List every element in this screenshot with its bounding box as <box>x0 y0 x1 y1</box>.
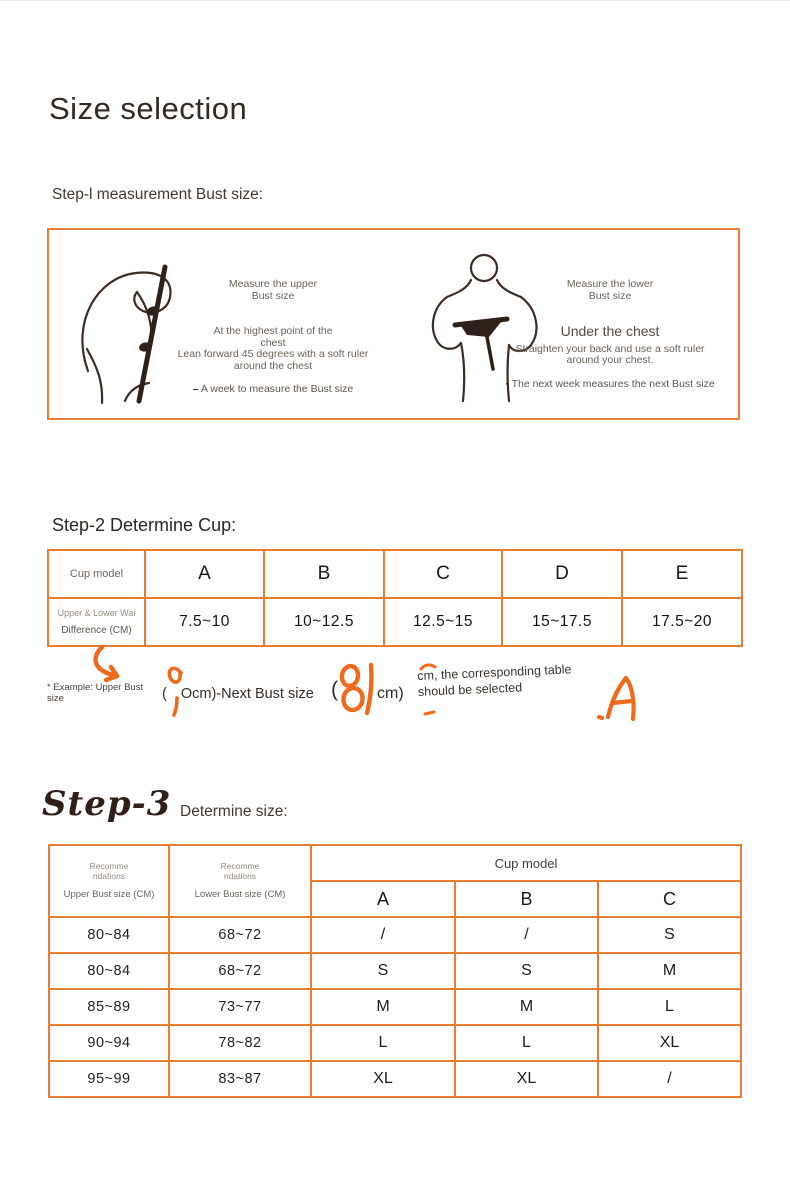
cup-b-header: B <box>264 550 384 598</box>
diff-a: 7.5~10 <box>145 598 264 646</box>
cup-model-header: Cup model <box>311 845 741 881</box>
upper-bust-instructions <box>153 279 393 396</box>
cell: S <box>455 953 598 989</box>
upper-line-1: At the highest point of the <box>213 325 333 337</box>
example-result-text <box>417 660 613 699</box>
upper-title-1: Measure the upper <box>228 278 318 290</box>
col1-line1: Recomme <box>89 861 129 872</box>
cup-e-header: E <box>622 550 742 598</box>
diff-b: 10~12.5 <box>264 598 384 646</box>
col1-line2: ndations <box>92 870 126 881</box>
difference-label-line2: Difference (CM) <box>61 625 132 636</box>
upper-printed-text: Ocm)-Next Bust size <box>180 686 314 702</box>
table-row <box>49 845 741 881</box>
page-title: Size selection <box>49 91 248 126</box>
step3-heading: Determine size: <box>180 803 288 820</box>
cell: L <box>598 989 741 1025</box>
upper-line-3: Lean forward 45 degrees with a soft ruler <box>177 348 369 360</box>
col2-line2: ndations <box>223 870 257 881</box>
size-recommendation-table <box>48 844 742 1098</box>
diff-c: 12.5~15 <box>384 598 502 646</box>
upper-title-2: Bust size <box>251 289 295 302</box>
upper-bust-column-header <box>49 845 169 917</box>
col2-sub: Lower Bust size (CM) <box>194 889 286 901</box>
cup-d-header: D <box>502 550 622 598</box>
upper-note-text: A week to measure the Bust size <box>200 383 354 395</box>
dash-bullet-icon: – <box>192 383 199 395</box>
cell: L <box>311 1025 455 1061</box>
cup-difference-table <box>47 549 743 647</box>
lower-line-1: Straighten your back and use a soft ruler <box>515 342 705 355</box>
example-note <box>47 682 143 704</box>
cup-col-b: B <box>455 881 598 917</box>
cell: 68~72 <box>169 917 311 953</box>
curved-arrow-icon <box>84 643 140 687</box>
difference-row-label <box>48 598 145 646</box>
step3-brush-heading: Step-3 <box>42 784 172 824</box>
upper-note <box>153 384 393 396</box>
cell: 80~84 <box>49 917 169 953</box>
cell: 85~89 <box>49 989 169 1025</box>
cell: S <box>311 953 455 989</box>
difference-label-line1: Upper & Lower Wai <box>57 608 136 618</box>
cell: / <box>311 917 455 953</box>
upper-line-4: around the chest <box>233 359 313 372</box>
cell: S <box>598 917 741 953</box>
step2-heading: Step-2 Determine Cup: <box>52 515 237 535</box>
orange-underline-mark <box>423 709 437 717</box>
step1-heading: Step-l measurement Bust size: <box>52 186 264 203</box>
table-row <box>48 550 742 598</box>
table-row <box>49 953 741 989</box>
table-row <box>49 1061 741 1097</box>
lower-note <box>490 379 730 391</box>
example-note-line2: size <box>47 693 64 704</box>
diff-d: 15~17.5 <box>502 598 622 646</box>
lower-note-text: The next week measures the next Bust size <box>511 377 715 390</box>
cell: 78~82 <box>169 1025 311 1061</box>
handwritten-cup-a-annotation <box>595 672 643 722</box>
open-paren-2: ( <box>331 678 338 701</box>
cell: M <box>311 989 455 1025</box>
result-line1: cm, the corresponding table <box>417 662 572 683</box>
result-line2: should be selected <box>417 679 523 699</box>
cell: / <box>598 1061 741 1097</box>
cell: M <box>598 953 741 989</box>
table-row <box>49 1025 741 1061</box>
cell: 95~99 <box>49 1061 169 1097</box>
open-paren: ( <box>162 686 167 702</box>
cup-col-c: C <box>598 881 741 917</box>
dot-bullet-icon: · <box>505 377 509 390</box>
lower-line-2: around your chest. <box>566 354 654 366</box>
cm-close-paren: cm) <box>377 685 404 702</box>
cell: 80~84 <box>49 953 169 989</box>
cell: XL <box>311 1061 455 1097</box>
cup-model-corner-label: Cup model <box>48 550 145 598</box>
lower-title-2: Bust size <box>588 289 632 302</box>
handwritten-9-annotation <box>164 662 188 718</box>
table-row <box>49 917 741 953</box>
cup-c-header: C <box>384 550 502 598</box>
cell: 83~87 <box>169 1061 311 1097</box>
table-row <box>49 989 741 1025</box>
lower-title-1: Measure the lower <box>566 278 654 290</box>
cell: XL <box>598 1025 741 1061</box>
cell: / <box>455 917 598 953</box>
lower-bust-instructions <box>490 279 730 390</box>
cell: 68~72 <box>169 953 311 989</box>
col2-line1: Recomme <box>220 861 260 872</box>
cell: M <box>455 989 598 1025</box>
cup-col-a: A <box>311 881 455 917</box>
cell: 90~94 <box>49 1025 169 1061</box>
handwritten-81-annotation <box>337 659 379 717</box>
table-row <box>48 598 742 646</box>
diff-e: 17.5~20 <box>622 598 742 646</box>
upper-line-2: chest <box>260 336 286 349</box>
cell: XL <box>455 1061 598 1097</box>
cup-a-header: A <box>145 550 264 598</box>
lower-bust-column-header <box>169 845 311 917</box>
example-note-line1: * Example: Upper Bust <box>47 682 144 693</box>
cell: 73~77 <box>169 989 311 1025</box>
cell: L <box>455 1025 598 1061</box>
col1-sub: Upper Bust size (CM) <box>63 889 155 901</box>
lower-subtitle: Under the chest <box>560 323 660 339</box>
